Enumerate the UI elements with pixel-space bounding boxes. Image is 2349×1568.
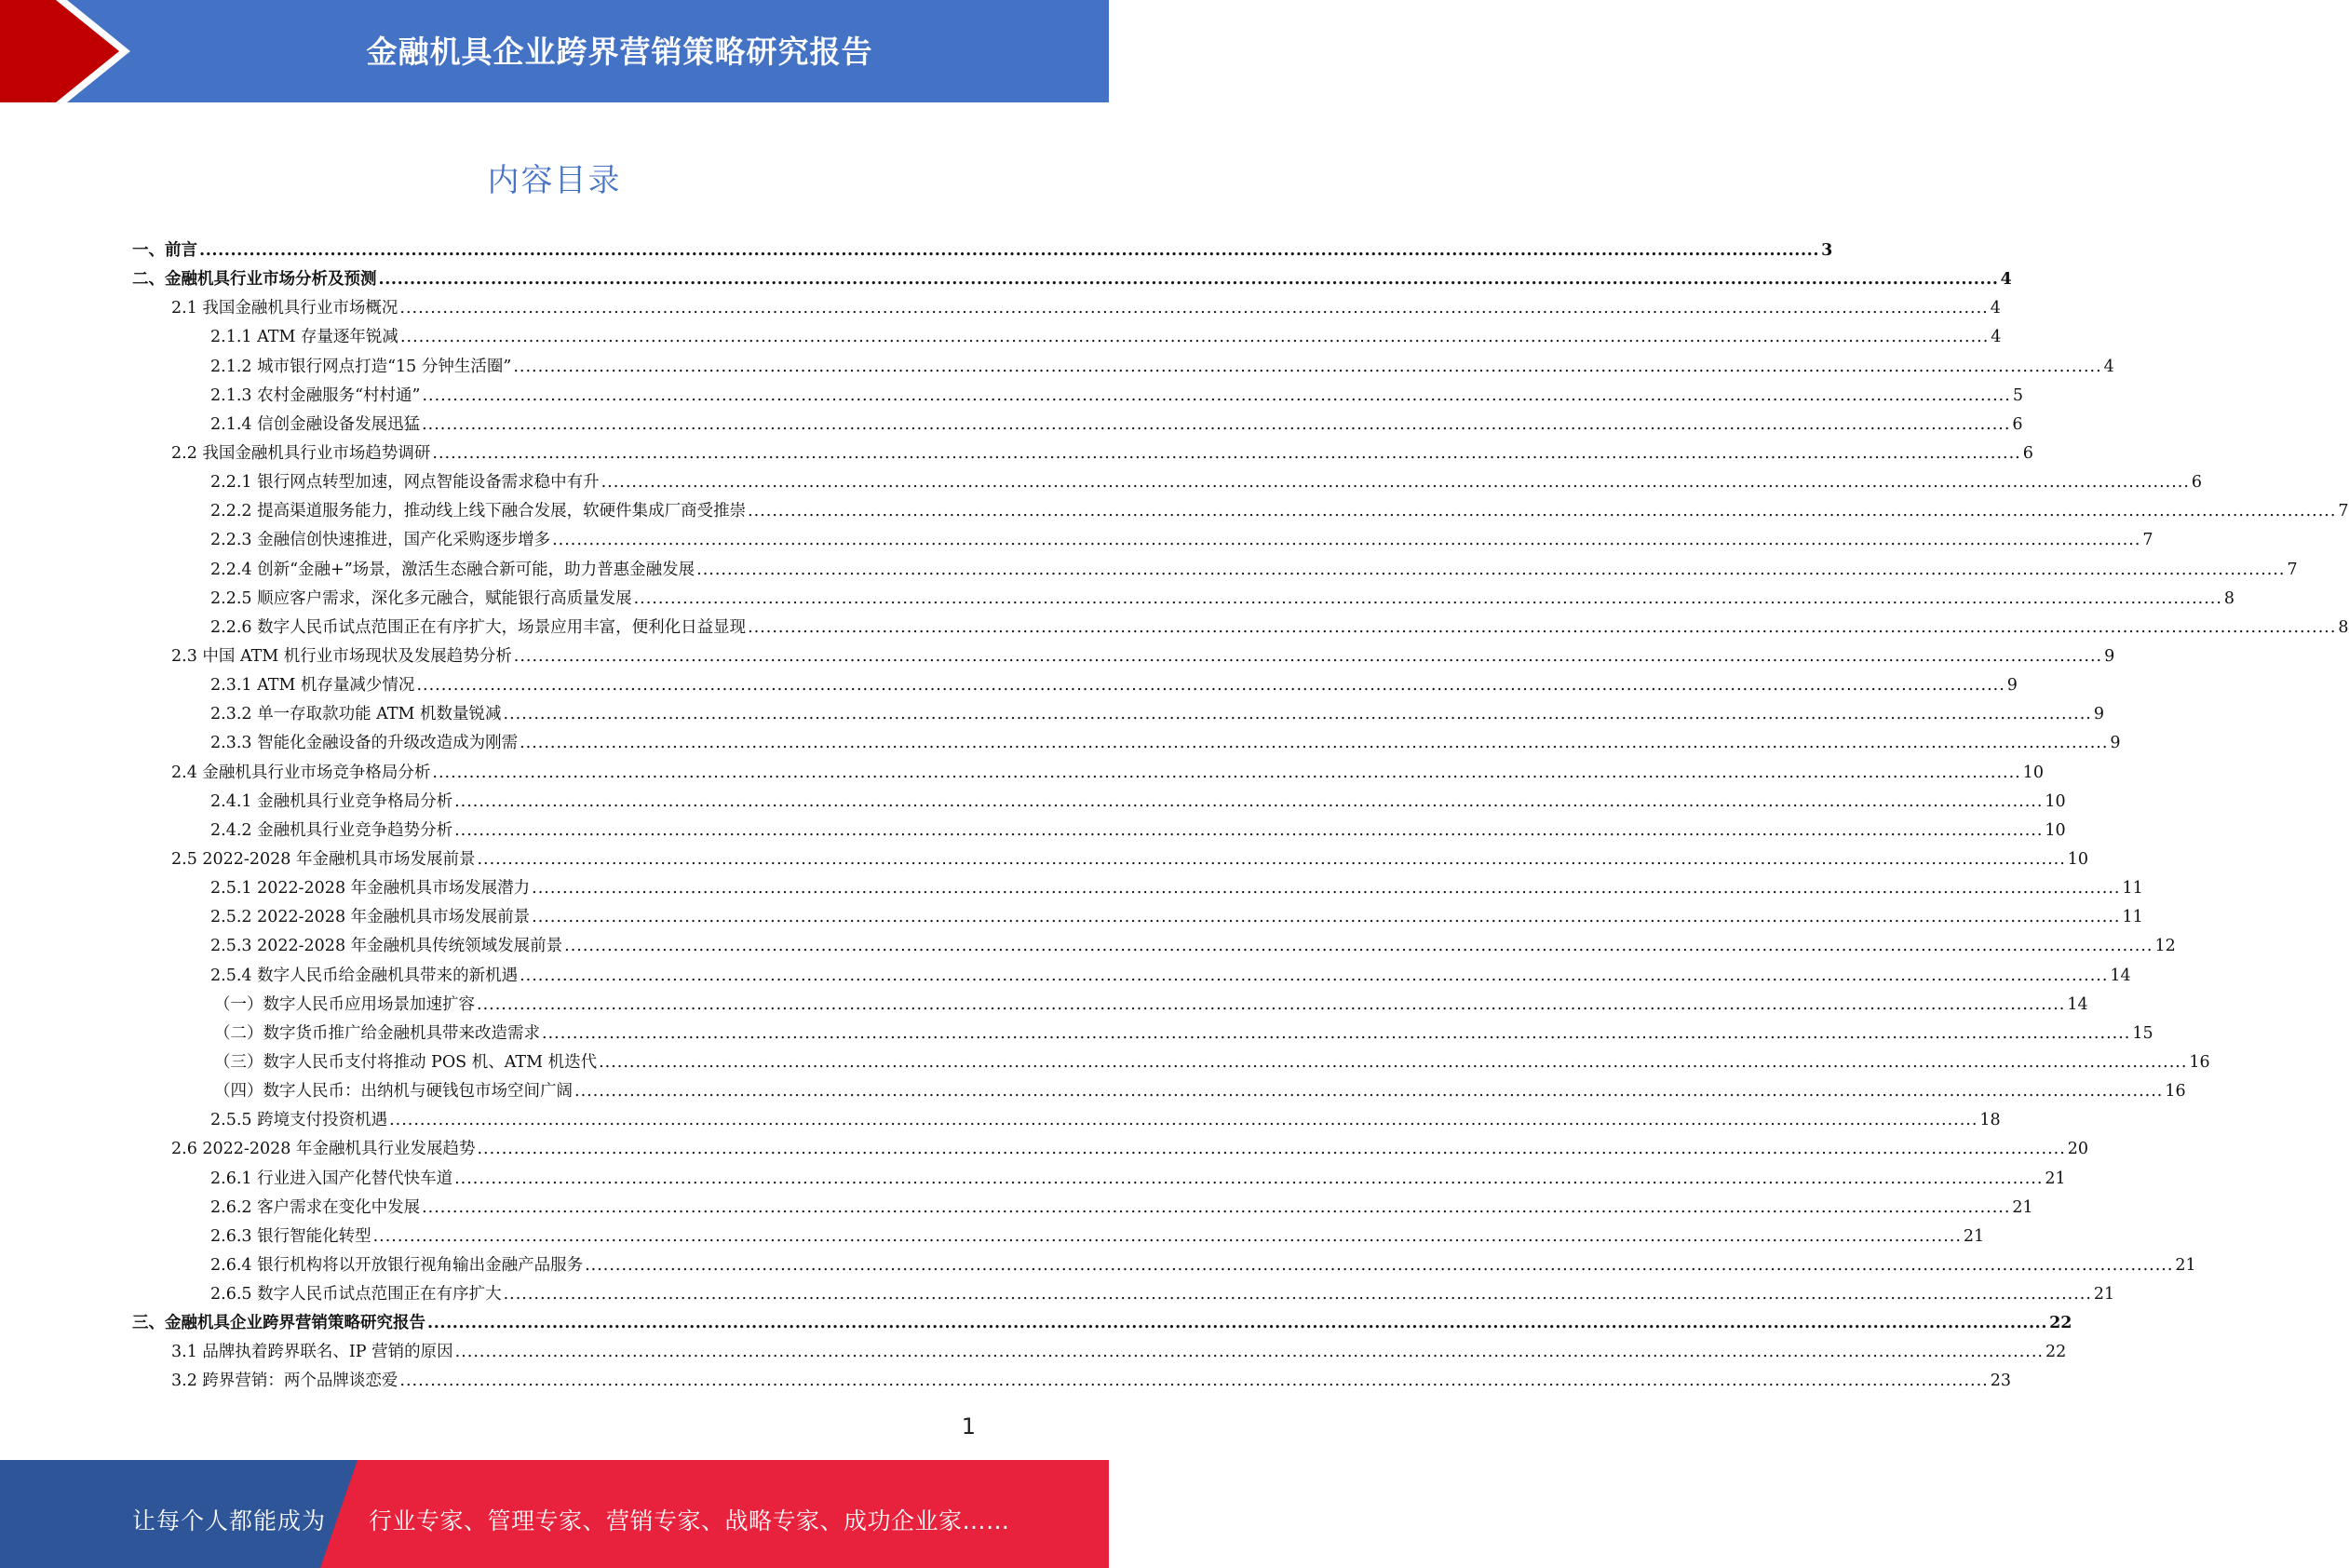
toc-entry[interactable] [132,468,2203,497]
toc-entry[interactable] [132,1077,2186,1106]
toc-entry[interactable] [132,265,2012,294]
toc-entry-label: 2.5 2022-2028 年金融机具市场发展前景 [171,849,476,869]
toc-entry-page: 14 [2067,994,2088,1014]
toc-entry[interactable] [132,1165,2066,1194]
toc-entry-page: 16 [2189,1052,2210,1072]
toc-entry[interactable] [132,1020,2153,1048]
toc-entry-label: 2.5.5 跨境支付投资机遇 [210,1111,388,1130]
toc-entry[interactable] [132,991,2088,1020]
toc-entry-page: 6 [2012,414,2023,434]
toc-leader-dots: .................................................................................................................................................................................................................................................................... [399,1372,1989,1391]
toc-entry[interactable] [132,497,2349,526]
toc-entry-label: 2.1.1 ATM 存量逐年锐减 [210,328,398,347]
toc-leader-dots: .................................................................................................................................................................................................................................................................... [427,1314,2048,1333]
toc-entry-label: 三、金融机具企业跨界营销策略研究报告 [132,1314,425,1333]
toc-leader-dots: .................................................................................................................................................................................................................................................................... [585,1255,2174,1275]
toc-entry-label: 2.6.1 行业进入国产化替代快车道 [210,1169,453,1188]
header-band [0,0,1109,102]
toc-entry[interactable] [132,411,2023,439]
toc-entry[interactable] [132,962,2131,991]
toc-leader-dots: .................................................................................................................................................................................................................................................................... [378,270,1999,290]
toc-entry-label: 2.3.1 ATM 机存量减少情况 [210,676,415,696]
toc-entry[interactable] [132,526,2153,555]
toc-entry-page: 12 [2154,937,2176,956]
toc-entry[interactable] [132,353,2114,382]
toc-entry[interactable] [132,1106,2001,1135]
toc-entry[interactable] [132,700,2104,729]
toc-entry-page: 6 [2191,473,2203,493]
toc-title: 内容目录 [487,162,622,199]
header-title: 金融机具企业跨界营销策略研究报告 [366,34,873,70]
toc-leader-dots: .................................................................................................................................................................................................................................................................... [696,560,2286,579]
toc-entry-label: 2.2.1 银行网点转型加速，网点智能设备需求稳中有升 [210,473,600,493]
toc-entry[interactable] [132,1367,2012,1396]
toc-leader-dots: .................................................................................................................................................................................................................................................................... [389,1111,1978,1130]
toc-entry-label: （一）数字人民币应用场景加速扩容 [214,994,475,1014]
toc-entry-label: （三）数字人民币支付将推动 POS 机、ATM 机迭代 [214,1052,598,1072]
toc-entry-page: 9 [2093,705,2104,724]
toc-entry-page: 9 [2110,734,2121,753]
toc-entry-page: 8 [2338,617,2349,637]
footer-slogan-right: 行业专家、管理专家、营销专家、战略专家、成功企业家…… [369,1507,1010,1534]
toc-leader-dots: .................................................................................................................................................................................................................................................................... [477,994,2066,1014]
toc-entry-page: 10 [2022,763,2045,782]
toc-entry-page: 10 [2045,791,2066,811]
toc-entry-page: 5 [2012,385,2023,405]
toc-entry[interactable] [132,237,1833,265]
toc-entry[interactable] [132,1223,1985,1251]
toc-entry-label: 3.2 跨界营销：两个品牌谈恋爱 [171,1372,398,1391]
toc-entry-page: 21 [2012,1197,2033,1217]
toc-entry[interactable] [132,614,2349,642]
toc-entry-label: 2.3 中国 ATM 机行业市场现状及发展趋势分析 [171,646,512,666]
toc-entry-label: 2.1.4 信创金融设备发展迅猛 [210,414,421,434]
toc-entry-page: 10 [2045,820,2066,840]
toc-leader-dots: .................................................................................................................................................................................................................................................................... [454,1343,2044,1362]
toc-entry-label: 2.2.5 顺应客户需求，深化多元融合，赋能银行高质量发展 [210,588,632,608]
toc-entry-label: 2.1.3 农村金融服务“村村通” [210,385,421,405]
toc-entry-label: 2.2.2 提高渠道服务能力，推动线上线下融合发展，软硬件集成厂商受推崇 [210,502,747,521]
toc-entry-label: 二、金融机具行业市场分析及预测 [132,270,377,290]
toc-entry-page: 4 [1990,299,2001,318]
toc-leader-dots: .................................................................................................................................................................................................................................................................... [399,299,1989,318]
toc-entry-label: 一、前言 [132,241,197,260]
toc-leader-dots: .................................................................................................................................................................................................................................................................... [422,414,2011,434]
toc-entry[interactable] [132,382,2023,411]
toc-entry[interactable] [132,439,2033,468]
toc-entry[interactable] [132,585,2235,614]
toc-entry-label: 2.6 2022-2028 年金融机具行业发展趋势 [171,1140,476,1159]
toc-entry-page: 11 [2122,879,2143,899]
toc-entry-label: 2.3.2 单一存取款功能 ATM 机数量锐减 [210,705,502,724]
toc-leader-dots: .................................................................................................................................................................................................................................................................... [503,705,2092,724]
toc-entry-label: 2.4.1 金融机具行业竞争格局分析 [210,791,453,811]
toc-entry[interactable] [132,556,2298,585]
toc-leader-dots: .................................................................................................................................................................................................................................................................... [513,357,2102,376]
toc-entry-label: （二）数字货币推广给金融机具带来改造需求 [214,1023,540,1043]
toc-entry-page: 21 [1963,1226,1985,1246]
toc-entry-page: 21 [2045,1169,2066,1188]
toc-entry[interactable] [132,874,2143,903]
toc-entry[interactable] [132,671,2018,700]
toc-entry-page: 20 [2067,1140,2089,1159]
toc-entry-label: 2.5.3 2022-2028 年金融机具传统领域发展前景 [210,937,563,956]
toc-entry-page: 22 [2049,1314,2072,1333]
toc-entry-page: 22 [2045,1343,2067,1362]
toc-entry-label: 2.6.2 客户需求在变化中发展 [210,1197,421,1217]
toc-entry[interactable] [132,1048,2210,1077]
toc-entry-page: 6 [2022,443,2033,463]
toc-entry-page: 10 [2067,849,2089,869]
toc-entry-label: 2.2.3 金融信创快速推进，国产化采购逐步增多 [210,531,551,550]
toc-entry[interactable] [132,1194,2033,1223]
toc-entry-page: 7 [2142,531,2153,550]
toc-entry-page: 15 [2132,1023,2153,1043]
toc-entry[interactable] [132,788,2066,817]
toc-entry[interactable] [132,903,2143,932]
toc-leader-dots: .................................................................................................................................................................................................................................................................... [513,646,2103,666]
table-of-contents [132,237,2349,1397]
toc-leader-dots: .................................................................................................................................................................................................................................................................... [748,617,2337,637]
toc-entry-label: 2.6.5 数字人民币试点范围正在有序扩大 [210,1285,502,1304]
toc-leader-dots: .................................................................................................................................................................................................................................................................... [416,676,2005,696]
toc-entry-label: 2.4.2 金融机具行业竞争趋势分析 [210,820,453,840]
toc-entry-page: 4 [2103,357,2114,376]
toc-entry[interactable] [132,932,2176,961]
toc-leader-dots: .................................................................................................................................................................................................................................................................... [432,763,2021,782]
toc-leader-dots: .................................................................................................................................................................................................................................................................... [599,1052,2188,1072]
toc-entry-page: 9 [2104,646,2115,666]
toc-entry[interactable] [132,1338,2067,1367]
toc-entry[interactable] [132,1135,2089,1164]
toc-entry-page: 18 [1979,1111,2001,1130]
toc-entry-label: 2.2.6 数字人民币试点范围正在有序扩大，场景应用丰富，便利化日益显现 [210,617,747,637]
toc-entry-page: 16 [2165,1082,2186,1102]
toc-entry-page: 7 [2338,502,2349,521]
toc-entry[interactable] [132,294,2001,323]
toc-entry-page: 21 [2093,1285,2115,1304]
toc-entry[interactable] [132,323,2002,352]
header-arrow-icon [0,0,149,102]
footer-banner [0,1460,1109,1568]
toc-entry[interactable] [132,817,2066,845]
toc-entry-label: 2.6.4 银行机构将以开放银行视角输出金融产品服务 [210,1255,584,1275]
toc-entry-label: 2.3.3 智能化金融设备的升级改造成为刚需 [210,734,519,753]
toc-entry[interactable] [132,1251,2196,1280]
toc-entry-page: 14 [2110,966,2131,985]
toc-leader-dots: .................................................................................................................................................................................................................................................................... [520,966,2109,985]
toc-leader-dots: .................................................................................................................................................................................................................................................................... [601,473,2190,493]
toc-leader-dots: .................................................................................................................................................................................................................................................................... [199,241,1820,260]
toc-leader-dots: .................................................................................................................................................................................................................................................................... [532,879,2121,899]
toc-leader-dots: .................................................................................................................................................................................................................................................................... [399,328,1990,347]
toc-leader-dots: .................................................................................................................................................................................................................................................................... [633,588,2222,608]
toc-entry-label: （四）数字人民币：出纳机与硬钱包市场空间广阔 [214,1082,573,1102]
toc-leader-dots: .................................................................................................................................................................................................................................................................... [454,1169,2044,1188]
toc-entry-label: 2.2 我国金融机具行业市场趋势调研 [171,443,431,463]
toc-leader-dots: .................................................................................................................................................................................................................................................................... [748,502,2337,521]
toc-entry-label: 2.6.3 银行智能化转型 [210,1226,371,1246]
toc-leader-dots: .................................................................................................................................................................................................................................................................... [532,908,2121,927]
toc-entry-label: 2.2.4 创新“金融+”场景，激活生态融合新可能，助力普惠金融发展 [210,560,695,579]
toc-entry[interactable] [132,845,2089,874]
toc-leader-dots: .................................................................................................................................................................................................................................................................... [542,1023,2131,1043]
toc-entry[interactable] [132,729,2121,758]
toc-entry-page: 4 [1991,328,2002,347]
toc-leader-dots: .................................................................................................................................................................................................................................................................... [422,385,2011,405]
toc-entry[interactable] [132,642,2115,671]
toc-entry-page: 11 [2122,908,2143,927]
page-number: 1 [961,1413,976,1440]
toc-entry-page: 3 [1821,241,1833,260]
toc-leader-dots: .................................................................................................................................................................................................................................................................... [422,1197,2011,1217]
toc-entry-page: 7 [2287,560,2298,579]
toc-entry-label: 2.1 我国金融机具行业市场概况 [171,299,398,318]
footer-slogan-left: 让每个人都能成为 [132,1507,327,1534]
toc-entry-page: 23 [1990,1372,2012,1391]
toc-leader-dots: .................................................................................................................................................................................................................................................................... [454,791,2044,811]
toc-leader-dots: .................................................................................................................................................................................................................................................................... [564,937,2153,956]
toc-entry[interactable] [132,759,2045,788]
toc-entry[interactable] [132,1280,2115,1309]
toc-leader-dots: .................................................................................................................................................................................................................................................................... [503,1285,2092,1304]
toc-leader-dots: .................................................................................................................................................................................................................................................................... [454,820,2044,840]
toc-leader-dots: .................................................................................................................................................................................................................................................................... [432,443,2021,463]
toc-entry-label: 2.5.4 数字人民币给金融机具带来的新机遇 [210,966,519,985]
toc-entry-page: 8 [2223,588,2235,608]
toc-leader-dots: .................................................................................................................................................................................................................................................................... [477,849,2066,869]
toc-entry[interactable] [132,1309,2072,1338]
toc-leader-dots: .................................................................................................................................................................................................................................................................... [477,1140,2066,1159]
toc-leader-dots: .................................................................................................................................................................................................................................................................... [372,1226,1962,1246]
toc-leader-dots: .................................................................................................................................................................................................................................................................... [552,531,2141,550]
toc-entry-page: 9 [2006,676,2018,696]
toc-entry-label: 2.4 金融机具行业市场竞争格局分析 [171,763,431,782]
toc-leader-dots: .................................................................................................................................................................................................................................................................... [574,1082,2164,1102]
toc-entry-page: 4 [2000,270,2012,290]
toc-entry-label: 2.1.2 城市银行网点打造“15 分钟生活圈” [210,357,512,376]
toc-entry-label: 2.5.1 2022-2028 年金融机具市场发展潜力 [210,879,531,899]
toc-entry-page: 21 [2175,1255,2196,1275]
toc-entry-label: 3.1 品牌执着跨界联名、IP 营销的原因 [171,1343,453,1362]
toc-leader-dots: .................................................................................................................................................................................................................................................................... [520,734,2109,753]
toc-entry-label: 2.5.2 2022-2028 年金融机具市场发展前景 [210,908,531,927]
